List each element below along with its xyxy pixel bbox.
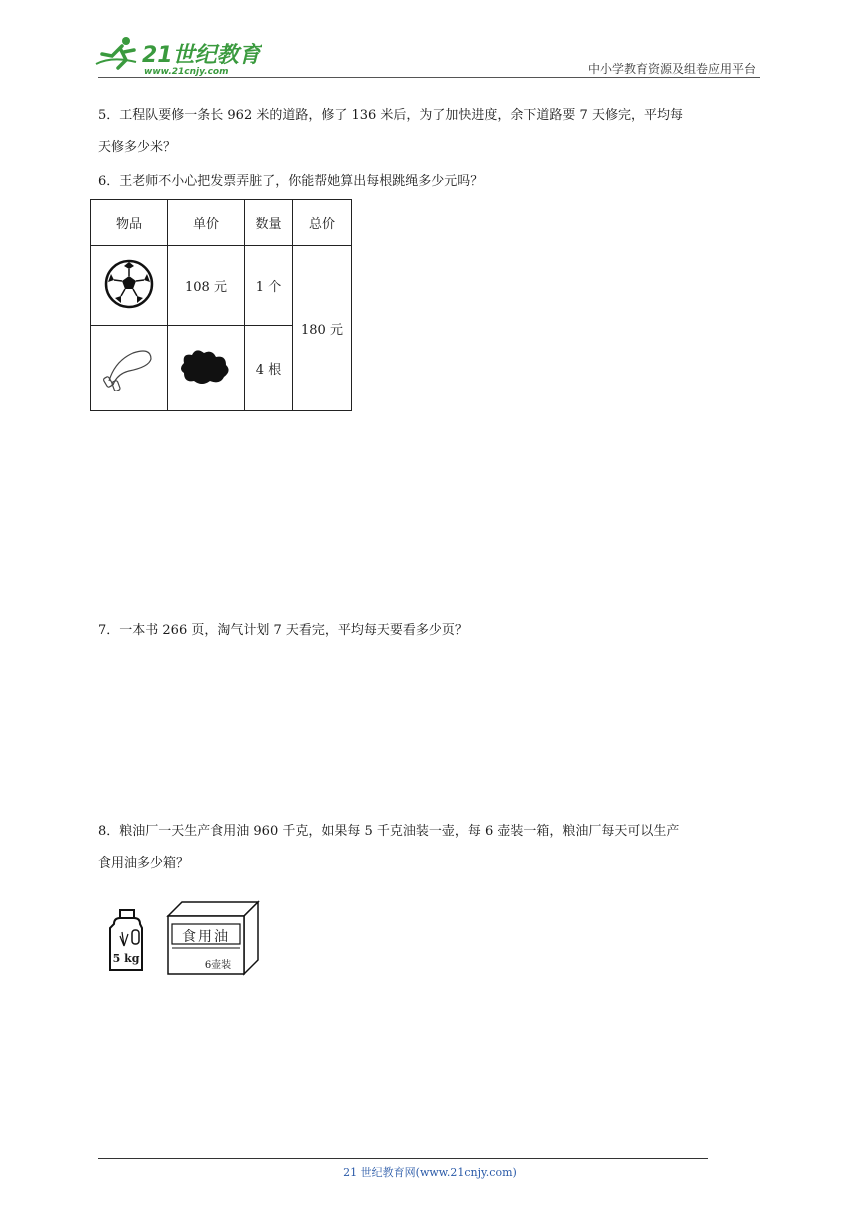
question-8 (98, 816, 762, 880)
table-row (91, 246, 352, 326)
unit-price-ball: 108 元 (168, 246, 245, 326)
question-6: 6．王老师不小心把发票弄脏了，你能帮她算出每根跳绳多少元吗？ (98, 174, 484, 189)
header-total: 总价 (293, 200, 352, 246)
soccer-ball-icon (103, 258, 155, 310)
soccer-ball-cell (91, 246, 168, 326)
platform-title: 中小学教育资源及组卷应用平台 (587, 62, 756, 76)
header-unit-price: 单价 (168, 200, 245, 246)
oil-bottle (106, 908, 150, 978)
ink-stain-icon (176, 343, 236, 389)
question-8-line-2: 食用油多少箱？ (98, 856, 190, 871)
jump-rope-cell (91, 326, 168, 411)
logo-url: www.21cnjy.com (144, 67, 229, 77)
question-7: 7．一本书 266 页，淘气计划 7 天看完，平均每天要看多少页？ (98, 623, 468, 638)
jump-rope-icon (99, 341, 159, 391)
footer-link[interactable]: 21 世纪教育网(www.21cnjy.com) (343, 1166, 517, 1179)
box-sublabel: 6壶装 (204, 960, 232, 971)
question-5-line-2: 天修多少米？ (98, 140, 177, 155)
header-quantity: 数量 (245, 200, 293, 246)
runner-logo-icon (92, 34, 262, 78)
quantity-rope: 4 根 (245, 326, 293, 411)
unit-price-rope (168, 326, 245, 411)
question-5 (98, 100, 762, 164)
header-item: 物品 (91, 200, 168, 246)
oil-box (166, 900, 266, 978)
footer-divider (98, 1158, 708, 1159)
question-5-line-1: 5．工程队要修一条长 962 米的道路，修了 136 米后，为了加快进度，余下道路要 7 天修完，平均每 (98, 108, 683, 123)
quantity-ball: 1 个 (245, 246, 293, 326)
site-logo (92, 34, 262, 78)
question-8-line-1: 8．粮油厂一天生产食用油 960 千克，如果每 5 千克油装一壶，每 6 壶装一箱，粮油厂每天可以生产 (98, 824, 680, 839)
box-label: 食用油 (182, 929, 230, 945)
invoice-table (90, 199, 352, 411)
header-divider (98, 77, 760, 78)
logo-text: 21世纪教育 (142, 43, 261, 68)
bottle-label: 5 kg (112, 952, 140, 965)
total-price: 180 元 (293, 246, 352, 411)
